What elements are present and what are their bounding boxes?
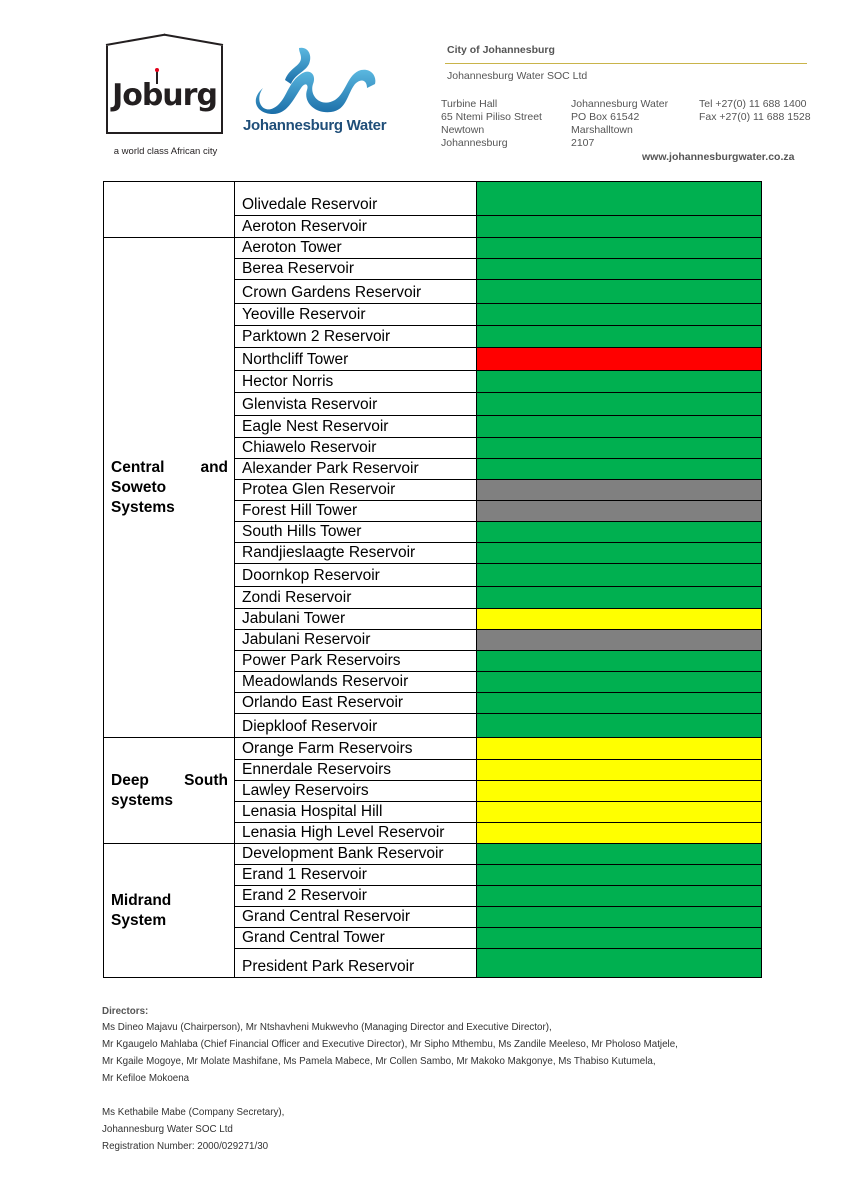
logo-roof-right [164,34,223,46]
directors-line: Mr Kgaile Mogoye, Mr Molate Mashifane, Ms Pamela Mabece, Mr Collen Sambo, Mr Makoko Makgonye, Ms Thabiso Kutumela, [102,1056,656,1067]
status-yellow-cell [477,802,762,823]
company-name: Johannesburg Water SOC Ltd [447,70,588,82]
directors-label: Directors: [102,1006,149,1017]
reservoir-name-cell: Doornkop Reservoir [235,564,477,587]
status-green-cell [477,928,762,949]
reservoir-name-cell: Alexander Park Reservoir [235,459,477,480]
reservoir-name-cell: Lawley Reservoirs [235,781,477,802]
reservoir-name-cell: Northcliff Tower [235,348,477,371]
status-grey-cell [477,480,762,501]
status-green-cell [477,280,762,304]
jw-logo-text: Johannesburg Water [243,117,387,134]
reservoir-name-cell: Orange Farm Reservoirs [235,738,477,760]
status-yellow-cell [477,738,762,760]
joburg-logo-text: Joburg [112,78,217,113]
reservoir-name-cell: Orlando East Reservoir [235,693,477,714]
directors-line: Ms Dineo Majavu (Chairperson), Mr Ntshavheni Mukwevho (Managing Director and Executive Director), [102,1022,552,1033]
website-link[interactable]: www.johannesburgwater.co.za [642,151,795,163]
system-name-cell: Central and Soweto Systems [104,238,235,738]
reservoir-name-cell: Zondi Reservoir [235,587,477,609]
address-line: Marshalltown [571,124,633,136]
reservoir-name-cell: Development Bank Reservoir [235,844,477,865]
reservoir-name-cell: Aeroton Tower [235,238,477,259]
reservoir-name-cell: Jabulani Reservoir [235,630,477,651]
logo-dot [155,68,159,72]
reservoir-name-cell: Erand 2 Reservoir [235,886,477,907]
address-line: Turbine Hall [441,98,498,110]
reservoir-name-cell: Diepkloof Reservoir [235,714,477,738]
reservoir-name-cell: Grand Central Tower [235,928,477,949]
reservoir-name-cell: Yeoville Reservoir [235,304,477,326]
status-yellow-cell [477,823,762,844]
reservoir-name-cell: Chiawelo Reservoir [235,438,477,459]
registration-number: Registration Number: 2000/029271/30 [102,1141,269,1152]
header-divider [445,63,807,64]
status-red-cell [477,348,762,371]
reservoir-name-cell: Power Park Reservoirs [235,651,477,672]
postal-address [571,98,668,150]
fax-number: Fax +27(0) 11 688 1528 [699,111,811,123]
reservoir-name-cell: Lenasia High Level Reservoir [235,823,477,844]
status-green-cell [477,907,762,928]
city-name: City of Johannesburg [447,44,555,56]
status-green-cell [477,844,762,865]
status-grey-cell [477,501,762,522]
reservoir-name-cell: Erand 1 Reservoir [235,865,477,886]
contact-numbers [699,98,811,124]
reservoir-name-cell: Forest Hill Tower [235,501,477,522]
address-line: Newtown [441,124,485,136]
status-green-cell [477,522,762,543]
reservoir-name-cell: Ennerdale Reservoirs [235,760,477,781]
status-green-cell [477,259,762,280]
status-yellow-cell [477,781,762,802]
reservoir-name-cell: President Park Reservoir [235,949,477,978]
status-green-cell [477,393,762,416]
status-grey-cell [477,630,762,651]
company-secretary: Ms Kethabile Mabe (Company Secretary), [102,1107,285,1118]
table-row [104,844,762,865]
joburg-tagline: a world class African city [113,146,218,157]
physical-address [441,98,542,150]
phone-number: Tel +27(0) 11 688 1400 [699,98,807,110]
reservoir-name-cell: Aeroton Reservoir [235,216,477,238]
status-green-cell [477,693,762,714]
status-green-cell [477,304,762,326]
footer-company: Johannesburg Water SOC Ltd [102,1124,233,1135]
status-green-cell [477,651,762,672]
reservoir-name-cell: Parktown 2 Reservoir [235,326,477,348]
reservoir-name-cell: Grand Central Reservoir [235,907,477,928]
status-green-cell [477,416,762,438]
reservoir-name-cell: Berea Reservoir [235,259,477,280]
address-line: PO Box 61542 [571,111,640,123]
joburg-logo [106,46,223,134]
reservoir-name-cell: Crown Gardens Reservoir [235,280,477,304]
system-name-cell: Midrand System [104,844,235,978]
reservoir-name-cell: Protea Glen Reservoir [235,480,477,501]
status-green-cell [477,564,762,587]
status-green-cell [477,714,762,738]
status-yellow-cell [477,609,762,630]
logo-roof-left [106,34,165,46]
table-row [104,238,762,259]
table-row [104,738,762,760]
system-name-cell [104,182,235,238]
status-green-cell [477,672,762,693]
reservoir-name-cell: Olivedale Reservoir [235,182,477,216]
reservoir-table-body [104,182,762,978]
status-green-cell [477,543,762,564]
status-yellow-cell [477,760,762,781]
system-name-cell: Deep South systems [104,738,235,844]
status-green-cell [477,949,762,978]
table-row [104,182,762,216]
reservoir-name-cell: Hector Norris [235,371,477,393]
status-green-cell [477,371,762,393]
water-wave-icon [243,44,393,116]
johannesburg-water-logo [243,44,393,139]
reservoir-name-cell: Eagle Nest Reservoir [235,416,477,438]
status-green-cell [477,216,762,238]
reservoir-name-cell: Lenasia Hospital Hill [235,802,477,823]
status-green-cell [477,182,762,216]
reservoir-name-cell: Jabulani Tower [235,609,477,630]
status-green-cell [477,886,762,907]
address-line: Johannesburg Water [571,98,669,110]
address-line: 2107 [571,137,595,149]
reservoir-name-cell: Meadowlands Reservoir [235,672,477,693]
status-green-cell [477,238,762,259]
status-green-cell [477,438,762,459]
status-green-cell [477,865,762,886]
status-green-cell [477,459,762,480]
reservoir-name-cell: Randjieslaagte Reservoir [235,543,477,564]
reservoir-name-cell: South Hills Tower [235,522,477,543]
directors-line: Mr Kgaugelo Mahlaba (Chief Financial Officer and Executive Director), Mr Sipho Mthembu, Ms Zandile Meeleso, Mr Pholoso Matjele, [102,1039,678,1050]
reservoir-status-table [103,181,762,978]
status-green-cell [477,326,762,348]
address-line: Johannesburg [441,137,508,149]
reservoir-name-cell: Glenvista Reservoir [235,393,477,416]
directors-line: Mr Kefiloe Mokoena [102,1073,190,1084]
address-line: 65 Ntemi Piliso Street [441,111,542,123]
status-green-cell [477,587,762,609]
